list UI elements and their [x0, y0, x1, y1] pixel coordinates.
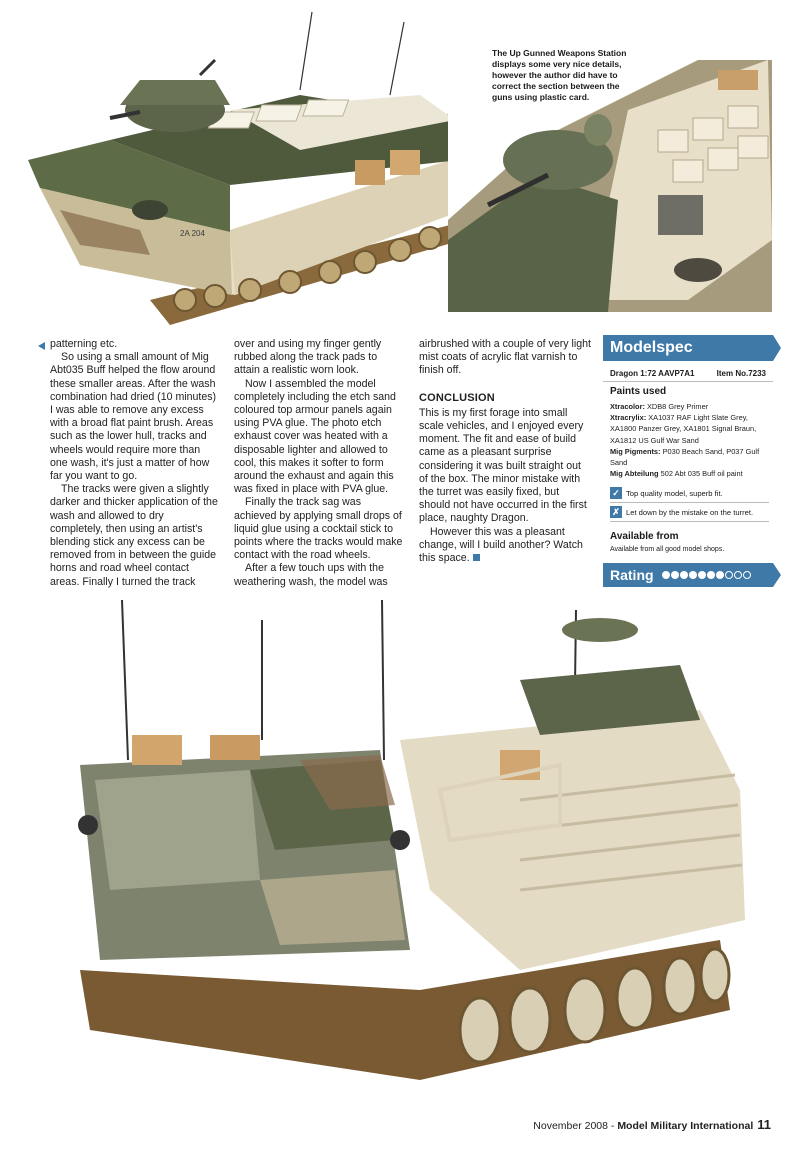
rating-dot-filled — [680, 571, 688, 579]
pros-cons-list — [603, 479, 773, 527]
paint-text: XA1037 RAF Light Slate Grey, XA1800 Panzer Grey, XA1801 Signal Braun, XA1812 US Gulf War Sand — [610, 413, 757, 445]
text-column-1 — [50, 338, 218, 589]
photo-weapons-station-closeup — [448, 0, 772, 312]
rating-dot-filled — [716, 571, 724, 579]
paint-text: XDB8 Grey Primer — [644, 402, 709, 411]
rating-bar — [603, 563, 773, 587]
modelspec-product: Dragon 1:72 AAVP7A1 — [610, 369, 695, 378]
paint-label: Mig Abteilung — [610, 469, 659, 479]
paint-entry — [610, 468, 766, 479]
conclusion-heading: CONCLUSION — [419, 391, 495, 404]
footer-date: November 2008 - — [533, 1120, 618, 1132]
paragraph: After a few touch ups with the weathering wash, the model was — [234, 562, 388, 588]
rating-dot-empty — [743, 571, 751, 579]
rating-label: Rating — [610, 567, 654, 584]
paragraph: So using a small amount of Mig Abt035 Buff helped the flow around these smaller areas. After the wash combination had dried (10 minutes) I was able to remove any excess with a broad flat paint brush. Areas such as the lower hull, tracks and wheels would require more than one wash, it's just a matter of how far you want to go. — [50, 351, 217, 483]
paragraph: patterning etc. — [50, 338, 118, 350]
continued-arrow-icon — [38, 342, 45, 350]
paint-entry — [610, 446, 766, 468]
available-heading: Available from — [610, 531, 679, 543]
rating-dot-filled — [689, 571, 697, 579]
cross-icon: ✗ — [610, 506, 622, 518]
weapons-station-illustration — [448, 0, 772, 312]
paint-entry — [610, 401, 766, 412]
available-text: Available from all good model shops. — [610, 546, 725, 554]
modelspec-item-no: Item No.7233 — [716, 369, 766, 378]
rating-dot-filled — [707, 571, 715, 579]
paragraph-text: However this was a pleasant change, will I build another? Watch this space. — [419, 525, 583, 565]
photo-aavp7a1-rear-view — [0, 590, 807, 1110]
pro-text: Top quality model, superb fit. — [626, 488, 723, 498]
rating-dot-filled — [698, 571, 706, 579]
page-number: 11 — [757, 1117, 771, 1132]
paragraph: over and using my finger gently rubbed along the track pads to attain a realistic worn look. — [234, 338, 382, 377]
photo-aavp7a1-top-left — [0, 0, 470, 330]
rating-dot-filled — [671, 571, 679, 579]
hull-number: 2A 204 — [180, 229, 205, 238]
paragraph: airbrushed with a couple of very light mist coats of acrylic flat varnish to finish off. — [419, 338, 591, 377]
check-icon: ✓ — [610, 487, 622, 499]
aavp7a1-rear-illustration — [0, 590, 807, 1110]
end-of-article-icon — [473, 554, 480, 561]
paint-label: Mig Pigments: — [610, 446, 661, 456]
aavp7a1-model-illustration — [0, 0, 470, 330]
rating-dot-empty — [725, 571, 733, 579]
text-column-2 — [234, 338, 404, 589]
text-column-3 — [419, 338, 591, 565]
con-text: Let down by the mistake on the turret. — [626, 507, 754, 517]
rating-dots — [662, 571, 751, 579]
rating-dot-filled — [662, 571, 670, 579]
paints-heading: Paints used — [610, 386, 667, 397]
paint-entry — [610, 412, 766, 446]
pro-item — [610, 487, 769, 503]
paint-label: Xtracolor: — [610, 402, 645, 411]
con-item — [610, 506, 769, 522]
modelspec-title: Modelspec — [603, 335, 773, 361]
paint-label: Xtracrylix: — [610, 413, 647, 423]
modelspec-product-row — [603, 361, 773, 382]
rating-dot-empty — [734, 571, 742, 579]
paragraph: Finally the track sag was achieved by applying small drops of liquid glue using a cocktail stick to points where the tracks would make contact with the road wheels. — [234, 496, 403, 562]
paints-list — [603, 401, 773, 479]
photo-caption-weapons-station: The Up Gunned Weapons Station displays some very nice details, however the author did have to correct the section between the guns using plastic card. — [492, 48, 627, 102]
paint-text: P030 Beach Sand, P037 Gulf Sand — [610, 446, 760, 468]
paragraph: Now I assembled the model completely including the etch sand coloured top armour panels again using PVA glue. The photo etch exhaust cover was heated with a disposable lighter and allowed to cool, this makes it softer to form around the exhaust and again this was fixed in place with PVA glue. — [234, 377, 396, 496]
page-footer — [533, 1117, 771, 1132]
footer-magazine: Model Military International — [617, 1120, 754, 1132]
paragraph: The tracks were given a slightly darker and thicker application of the wash and allowed to dry completely, then using an artist's blending stick any excess can be removed from in between the guide horns and road wheel contact areas. Finally I turned the track — [50, 483, 218, 588]
paragraph — [419, 526, 591, 566]
modelspec-panel — [603, 335, 773, 587]
paint-text: 502 Abt 035 Buff oil paint — [658, 469, 743, 479]
paragraph: This is my first forage into small scale vehicles, and I enjoyed every moment. The fit and ease of build came as a pleasant surprise considering it was built straight out of the box. The minor mistake with the turret was easily fixed, but should not have occurred in the first place, naughty Dragon. — [419, 406, 587, 525]
